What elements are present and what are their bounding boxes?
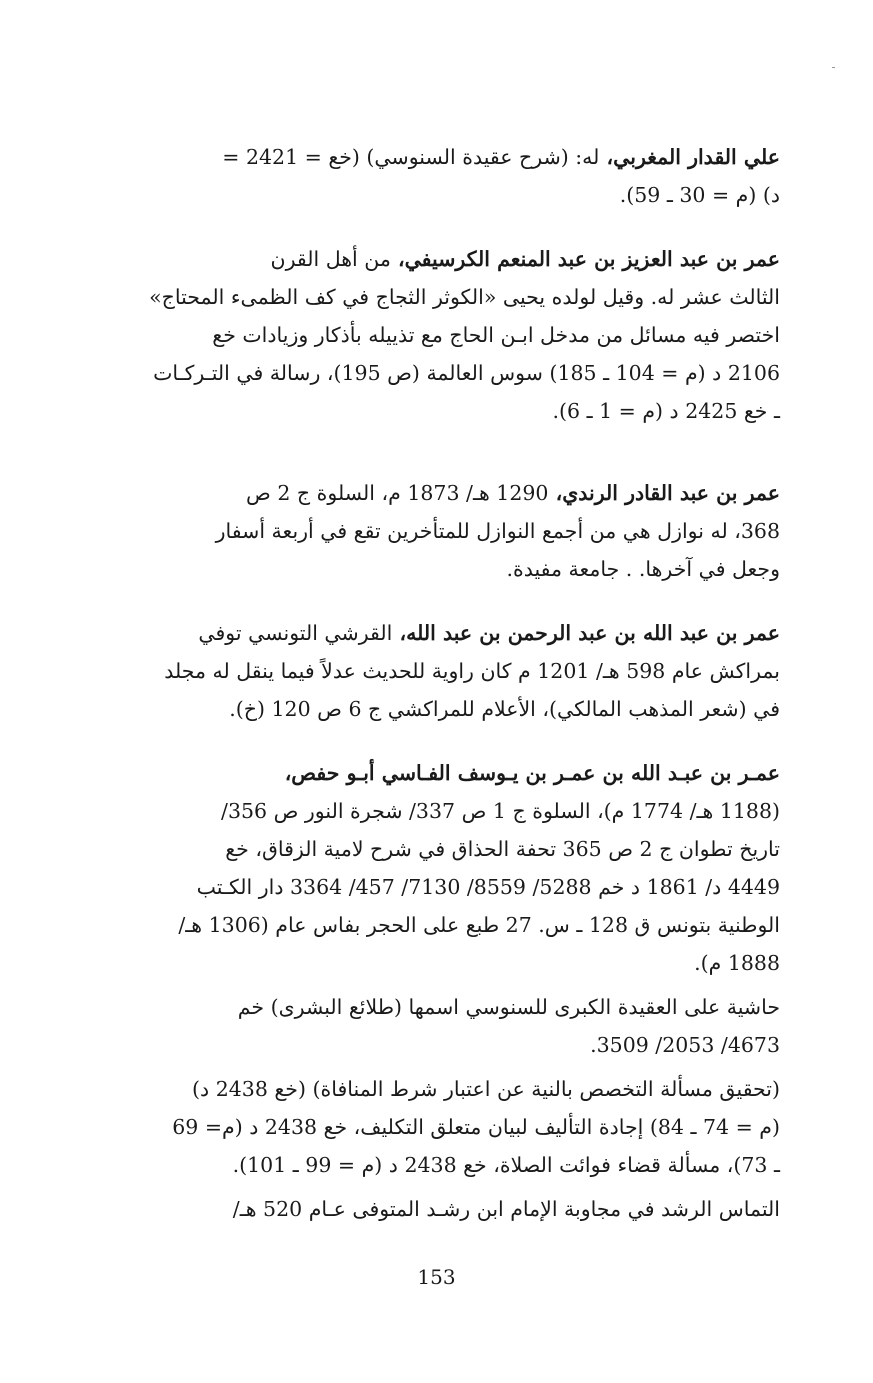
text-line: د) (م = 30 ـ 59). [619, 183, 780, 207]
text-line: حاشية على العقيدة الكبرى للسنوسي اسمها (طلائع البشرى) خم [237, 995, 780, 1019]
line-rest: القرشي التونسي توفي [198, 621, 393, 645]
text-line: (1188 هـ/ 1774 م)، السلوة ج 1 ص 337/ شجرة النور ص 356/ [221, 799, 780, 823]
entry-umar-al-fasi [115, 754, 780, 982]
text-line [115, 138, 780, 176]
entry-umar-al-qurashi [115, 614, 780, 728]
text-line: وجعل في آخرها. . جامعة مفيدة. [506, 557, 780, 581]
text-line: 4673/ 2053/ 3509. [590, 1033, 780, 1057]
line-rest: 1290 هـ/ 1873 م، السلوة ج 2 ص [246, 481, 549, 505]
text-line: الثالث عشر له. وقيل لولده يحيى «الكوثر الثجاج في كف الظمىء المحتاج» [149, 285, 780, 309]
text-line: 2106 د (م = 104 ـ 185) سوس العالمة (ص 195)، رسالة في التـركـات [153, 361, 780, 385]
text-line: 4449 د/ 1861 د خم 5288/ 8559/ 7130/ 457/ 3364 دار الكـتب [196, 875, 780, 899]
text-line: ـ 73)، مسألة قضاء فوائت الصلاة، خع 2438 د (م = 99 ـ 101). [232, 1153, 780, 1177]
line-rest: من أهل القرن [270, 247, 391, 271]
entry-name: عمر بن عبد العزيز بن عبد المنعم الكرسيفي، [390, 247, 780, 271]
text-line: تاريخ تطوان ج 2 ص 365 تحفة الحذاق في شرح لامية الزقاق، خع [225, 837, 780, 861]
text-line [115, 240, 780, 278]
text-line: في (شعر المذهب المالكي)، الأعلام للمراكشي ج 6 ص 120 (خ). [229, 697, 780, 721]
entry-name: علي القدار المغربي، [599, 145, 780, 169]
scan-speck [832, 67, 835, 68]
text-line: بمراكش عام 598 هـ/ 1201 م كان راوية للحديث عدلاً فيما ينقل له مجلد [164, 659, 780, 683]
entry-hashiya [115, 988, 780, 1064]
text-line: (م = 74 ـ 84) إجادة التأليف لبيان متعلق التكليف، خع 2438 د (م= 69 [172, 1115, 780, 1139]
entry-iltimas [115, 1190, 780, 1228]
entry-umar-al-karsifi [115, 240, 780, 430]
page-number: 153 [417, 1265, 456, 1289]
document-body [115, 138, 780, 1254]
text-line: (تحقيق مسألة التخصص بالنية عن اعتبار شرط المنافاة) (خع 2438 د) [192, 1077, 780, 1101]
text-line [115, 614, 780, 652]
entry-name: عمر بن عبد القادر الرندي، [548, 481, 780, 505]
line-rest: له: (شرح عقيدة السنوسي) (خع = 2421 = [222, 145, 600, 169]
entry-name: عمـر بن عبـد الله بن عمـر بن يـوسف الفـاسي أبـو حفص، [284, 761, 780, 785]
text-line: التماس الرشد في مجاوبة الإمام ابن رشـد المتوفى عـام 520 هـ/ [232, 1197, 780, 1221]
entry-tahqiq [115, 1070, 780, 1184]
text-line: اختصر فيه مسائل من مدخل ابـن الحاج مع تذييله بأذكار وزيادات خع [212, 323, 780, 347]
entry-ali-al-qaddar [115, 138, 780, 214]
entry-name: عمر بن عبد الله بن عبد الرحمن بن عبد الله، [392, 621, 780, 645]
text-line: 368، له نوازل هي من أجمع النوازل للمتأخرين تقع في أربعة أسفار [215, 519, 780, 543]
text-line [115, 474, 780, 512]
text-line: 1888 م). [694, 951, 780, 975]
text-line: ـ خع 2425 د (م = 1 ـ 6). [552, 399, 780, 423]
text-line: الوطنية بتونس ق 128 ـ س. 27 طبع على الحجر بفاس عام (1306 هـ/ [178, 913, 780, 937]
entry-umar-al-rundi [115, 474, 780, 588]
